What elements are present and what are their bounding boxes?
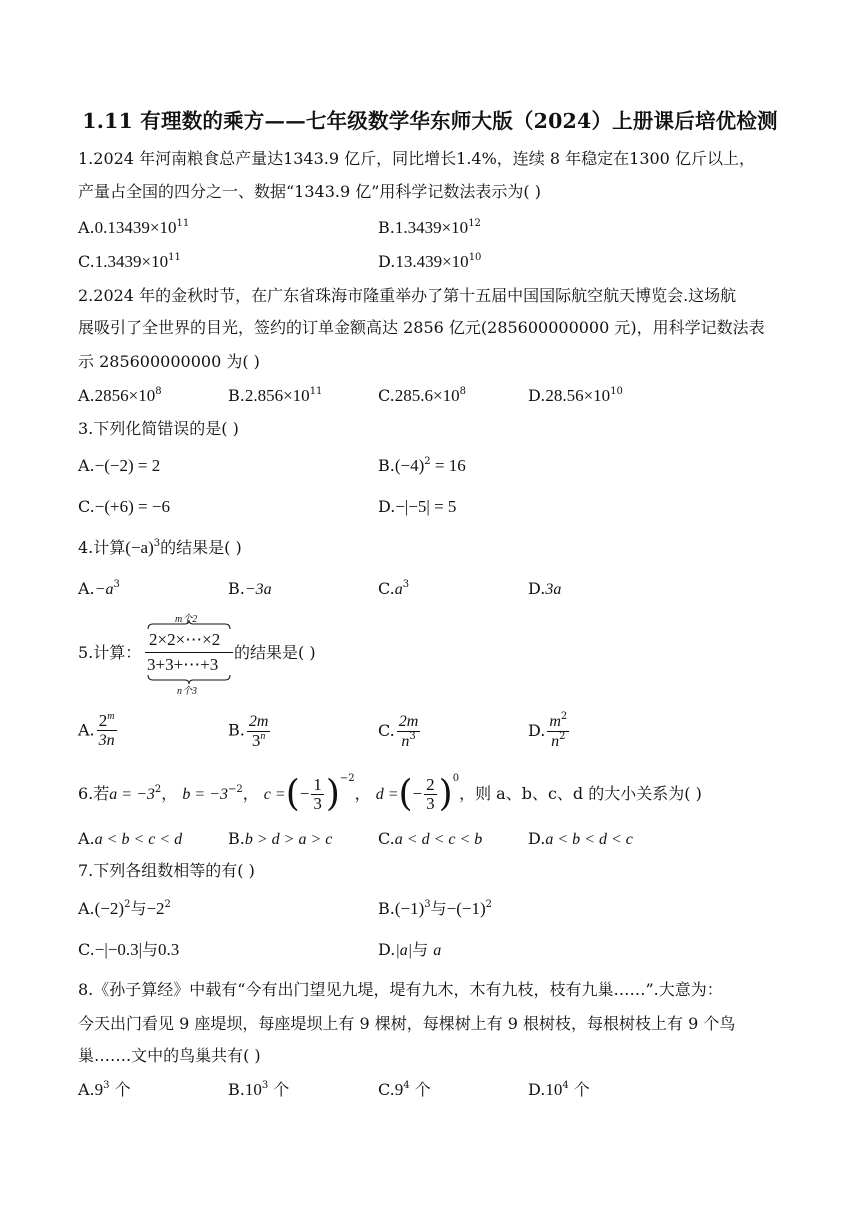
- q8-option-c[interactable]: $C.9^4$ 个: [378, 1080, 431, 1099]
- q3-option-a[interactable]: A.−(−2) = 2: [78, 456, 161, 475]
- q2-option-c[interactable]: $C.285.6\times 10^8$: [378, 386, 466, 405]
- q4-option-d[interactable]: D.3a: [528, 579, 562, 598]
- q5-option-b[interactable]: B. $\frac{2m}{3^n}$: [228, 713, 269, 750]
- q5-option-b-fraction: $\frac{2m}{3^n}$: [248, 713, 269, 750]
- q8-option-d[interactable]: $D.10^4$ 个: [528, 1080, 590, 1099]
- q5-stem-pre: 5.计算：: [78, 643, 142, 662]
- q6-c-fraction: $\frac{1}{3}$: [313, 775, 322, 813]
- q5-bottom-brace-label: n个3: [177, 686, 197, 697]
- q5-option-a[interactable]: A. $\frac{2^m}{3n}$: [78, 711, 115, 749]
- q5-fraction: [145, 610, 233, 697]
- q5-stem-post: 的结果是( ): [234, 643, 316, 662]
- q5-top-brace-label: m个2: [175, 614, 198, 625]
- q1-option-c[interactable]: $C.1.3439\times 10^{11}$: [78, 252, 181, 271]
- q3-option-b[interactable]: $B.(-4)^2 = 16$: [378, 456, 466, 475]
- q1-stem-line-2: 产量占全国的四分之一、数据“1343.9 亿”用科学记数法表示为( ): [78, 182, 542, 201]
- q5-denominator: 3+3+⋯+3: [147, 655, 219, 674]
- q2-stem-line-3: 示 285600000000 为( ): [78, 352, 260, 371]
- q6-option-c[interactable]: C.a < d < c < b: [378, 829, 483, 848]
- q5-option-c-fraction: $\frac{2m}{n^3}$: [398, 713, 419, 750]
- q7-option-b[interactable]: $B.(-1)^3$与$-(-1)^2$: [378, 899, 493, 918]
- q3-option-d[interactable]: D.−|−5| = 5: [378, 497, 457, 516]
- q7-option-c[interactable]: C.−|−0.3|与0.3: [78, 940, 180, 959]
- q5-fraction-bar: [145, 652, 233, 653]
- q4-option-a[interactable]: $A.-a^3$: [78, 579, 120, 598]
- q1-option-a[interactable]: $A.0.13439\times 10^{11}$: [78, 218, 190, 237]
- q1-stem-line-1: 1.2024 年河南粮食总产量达1343.9 亿斤，同比增长1.4%，连续 8 年稳定在1300 亿斤以上，: [78, 149, 755, 168]
- q5-option-c[interactable]: C. $\frac{2m}{n^3}$: [378, 713, 419, 750]
- q7-option-d[interactable]: D.|a|与 a: [378, 940, 442, 959]
- q8-stem-line-2: 今天出门看见 9 座堤坝，每座堤坝上有 9 棵树，每棵树上有 9 根树枝，每根树枝上有 9 个鸟: [78, 1014, 736, 1033]
- q2-option-d[interactable]: $D.28.56\times 10^{10}$: [528, 386, 623, 405]
- q5-option-d-fraction: $\frac{m^2}{n^2}$: [549, 711, 568, 750]
- q5-numerator: 2×2×⋯×2: [149, 630, 221, 649]
- q2-stem-line-2: 展吸引了全世界的目光，签约的订单金额高达 2856 亿元(285600000000 元)，用科学记数法表: [78, 318, 765, 337]
- q3-option-c[interactable]: C.−(+6) = −6: [78, 497, 170, 516]
- q2-option-b[interactable]: $B.2.856\times 10^{11}$: [228, 386, 323, 405]
- q4-stem: 4.计算$(-a)^3$的结果是( ): [78, 538, 242, 557]
- q3-stem: 3.下列化简错误的是( ): [78, 419, 239, 438]
- q5-option-a-fraction: $\frac{2^m}{3n}$: [98, 711, 115, 749]
- q6-option-a[interactable]: A.a < b < c < d: [78, 829, 183, 848]
- q8-stem-line-3: 巢…….文中的鸟巢共有( ): [78, 1046, 261, 1065]
- q1-option-b[interactable]: $B.1.3439\times 10^{12}$: [378, 218, 481, 237]
- q5-top-brace: [145, 620, 233, 630]
- q8-option-a[interactable]: $A.9^3$ 个: [78, 1080, 131, 1099]
- q6-option-b[interactable]: B.b > d > a > c: [228, 829, 333, 848]
- q6-stem: 6.若$a = -3^2$， $b = -3^{-2}$， c =(− $\frac{1}{3}$ )$^{-2}$， d =(− $\frac{2}{3}$ )$^0$，则 a、b、c、d 的大小关系为( ): [78, 773, 702, 815]
- q6-d-fraction: $\frac{2}{3}$: [426, 775, 435, 813]
- q2-option-a[interactable]: $A.2856\times 10^8$: [78, 386, 162, 405]
- q4-option-c[interactable]: $C.a^3$: [378, 579, 410, 598]
- q7-stem: 7.下列各组数相等的有( ): [78, 861, 255, 880]
- q4-option-b[interactable]: B.−3a: [228, 579, 272, 598]
- q6-option-d[interactable]: D.a < b < d < c: [528, 829, 633, 848]
- q2-stem-line-1: 2.2024 年的金秋时节，在广东省珠海市隆重举办了第十五届中国国际航空航天博览会.这场航: [78, 286, 737, 305]
- page-title: 1.11 有理数的乘方——七年级数学华东师大版（2024）上册课后培优检测: [82, 109, 778, 133]
- q8-stem-line-1: 8.《孙子算经》中载有“今有出门望见九堤，堤有九木，木有九枝，枝有九巢……”.大意为：: [78, 980, 723, 999]
- q5-option-d[interactable]: D. $\frac{m^2}{n^2}$: [528, 711, 568, 750]
- q1-option-d[interactable]: $D.13.439\times 10^{10}$: [378, 252, 482, 271]
- q7-option-a[interactable]: $A.(-2)^2$与$-2^2$: [78, 899, 171, 918]
- q8-option-b[interactable]: $B.10^3$ 个: [228, 1080, 290, 1099]
